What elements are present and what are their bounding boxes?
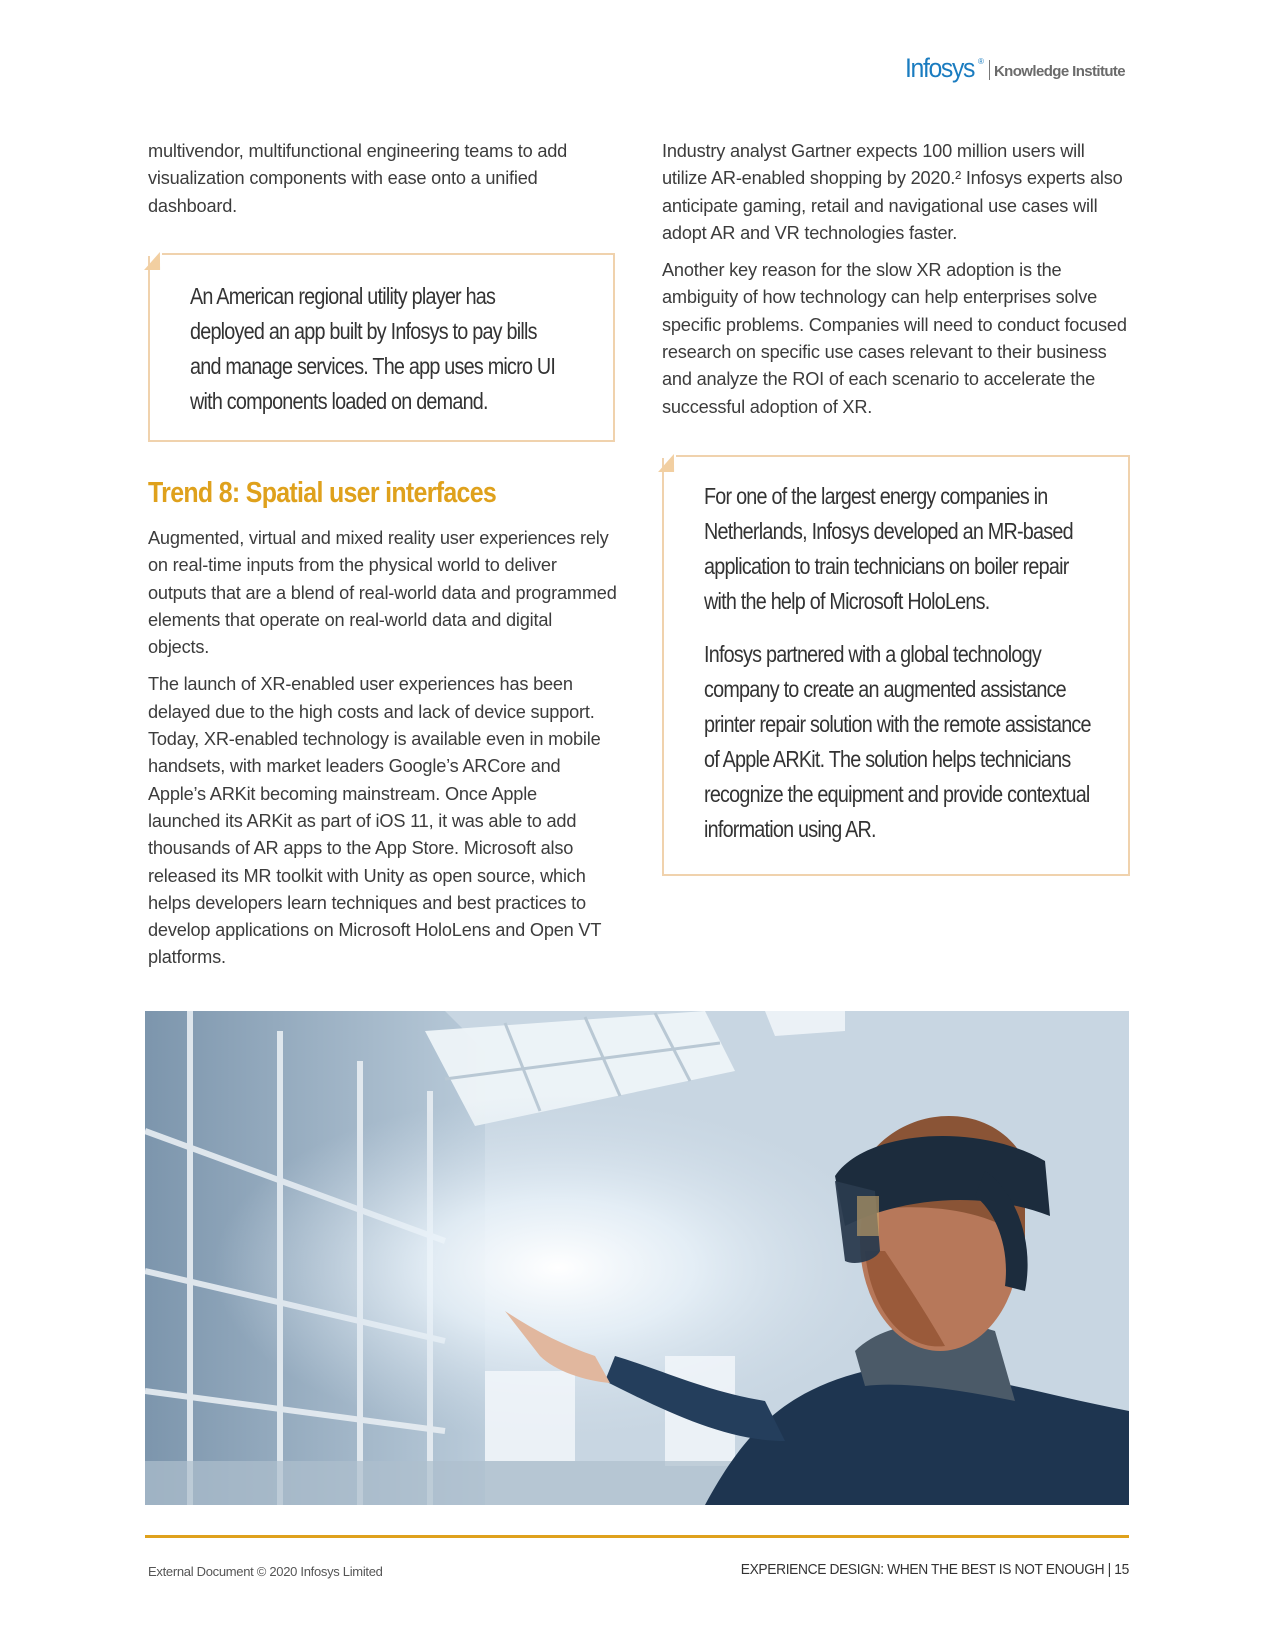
callout-utility xyxy=(148,253,615,442)
section-heading: Trend 8: Spatial user interfaces xyxy=(148,477,497,509)
left-body xyxy=(148,525,618,982)
footer-rule xyxy=(145,1535,1129,1538)
paragraph: Augmented, virtual and mixed reality user experiences rely on real-time inputs from the physical world to deliver outputs that are a blend of real-world data and programmed elements that operate on real-world data and digital objects. xyxy=(148,528,617,658)
callout-text: Infosys partnered with a global technology company to create an augmented assistance printer repair solution with the remote assistance of Apple ARKit. The solution helps technicians recognize the equipment and provide contextual information using AR. xyxy=(704,641,1091,842)
registered-mark: ® xyxy=(978,57,984,66)
paragraph: Industry analyst Gartner expects 100 million users will utilize AR-enabled shopping by 2020.² Infosys experts also anticipate gaming, retail and navigational use cases will adopt AR and VR technologies faster. xyxy=(662,141,1123,243)
photo-illustration xyxy=(145,1011,1129,1505)
logo-brand: Infosys xyxy=(905,53,975,83)
callout-text: An American regional utility player has deployed an app built by Infosys to pay bills and manage services. The app uses micro UI with components loaded on demand. xyxy=(190,283,556,414)
callout-text: For one of the largest energy companies in Netherlands, Infosys developed an MR-based application to train technicians on boiler repair with the help of Microsoft HoloLens. xyxy=(704,483,1073,614)
footer-copyright: External Document © 2020 Infosys Limited xyxy=(148,1564,383,1579)
left-intro xyxy=(148,138,618,230)
infosys-knowledge-institute-logo xyxy=(905,52,1125,82)
logo-subtitle: Knowledge Institute xyxy=(993,63,1126,80)
paragraph: The launch of XR-enabled user experiences has been delayed due to the high costs and lack of device support. Today, XR-enabled technology is available even in mobile handsets, with market leaders Google’s ARCore and Apple’s ARKit becoming mainstream. Once Apple launched its ARKit as part of iOS 11, it was able to add thousands of AR apps to the App Store. Microsoft also released its MR toolkit with Unity as open source, which helps developers learn techniques and best practices to develop applications on Microsoft HoloLens and Open VT platforms. xyxy=(148,674,601,968)
footer-title-page-number: EXPERIENCE DESIGN: WHEN THE BEST IS NOT ENOUGH | 15 xyxy=(740,1561,1129,1578)
right-body xyxy=(662,138,1132,431)
callout-case-studies xyxy=(662,455,1130,876)
logo-separator xyxy=(989,60,990,80)
intro-paragraph: multivendor, multifunctional engineering teams to add visualization components with ease onto a unified dashboard. xyxy=(148,141,568,216)
paragraph: Another key reason for the slow XR adoption is the ambiguity of how technology can help enterprises solve specific problems. Companies will need to conduct focused research on specific use cases relevant to their business and analyze the ROI of each scenario to accelerate the successful adoption of XR. xyxy=(662,260,1127,417)
mixed-reality-photo xyxy=(145,1011,1129,1505)
